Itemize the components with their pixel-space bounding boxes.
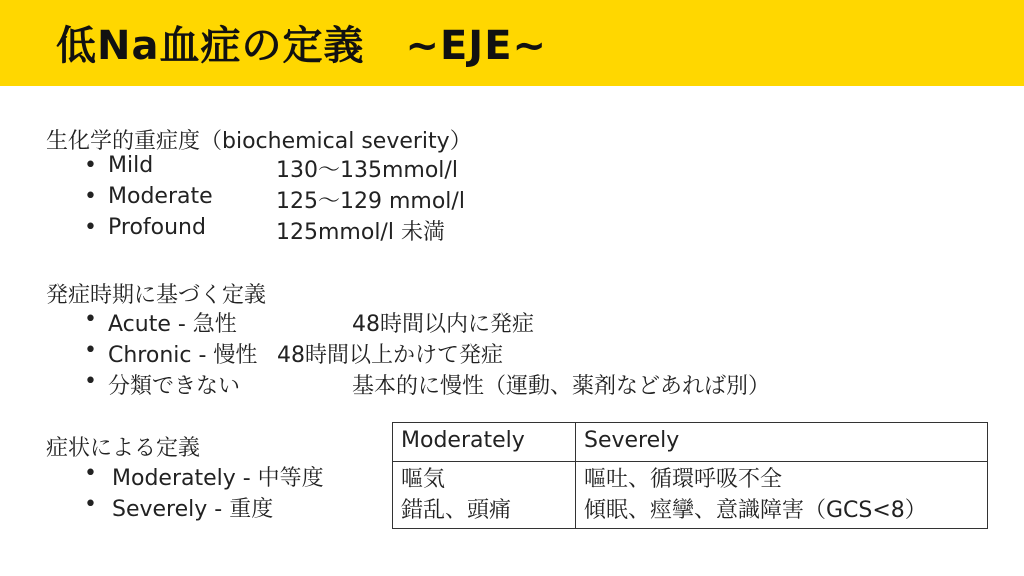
list-item	[0, 461, 390, 489]
bullet: •	[84, 184, 97, 209]
bullet: •	[84, 369, 97, 394]
severity-label: Moderate	[108, 184, 213, 209]
list-item	[0, 184, 1024, 212]
list-item	[0, 338, 1024, 366]
bullet: •	[84, 492, 97, 517]
list-item	[0, 215, 1024, 243]
list-item	[0, 369, 1024, 397]
bullet: •	[84, 215, 97, 240]
moderately-cell	[393, 462, 576, 529]
title-bar	[0, 0, 1024, 86]
onset-label: Acute - 急性	[108, 312, 237, 337]
table-row	[393, 462, 988, 529]
symptom-label: Severely - 重度	[112, 497, 274, 522]
severely-cell	[576, 462, 988, 529]
onset-value: 48時間以上かけて発症	[277, 343, 503, 368]
severity-value: 130〜135mmol/l	[276, 158, 458, 183]
symptom-line: 錯乱、頭痛	[401, 498, 512, 523]
onset-label: 分類できない	[108, 374, 241, 399]
onset-label: Chronic - 慢性	[108, 343, 258, 368]
list-item	[0, 492, 390, 520]
symptom-line: 嘔気	[401, 467, 446, 492]
list-item	[0, 153, 1024, 181]
bullet: •	[84, 307, 97, 332]
symptom-label: Moderately - 中等度	[112, 466, 324, 491]
column-header-moderately: Moderately	[393, 423, 576, 462]
severity-value: 125mmol/l 未満	[276, 220, 445, 245]
column-header-severely: Severely	[576, 423, 988, 462]
symptom-table	[392, 422, 988, 529]
list-item	[0, 307, 1024, 335]
bullet: •	[84, 461, 97, 486]
symptoms-heading: 症状による定義	[46, 436, 201, 461]
onset-value: 48時間以内に発症	[352, 312, 534, 337]
bullet: •	[84, 338, 97, 363]
bullet: •	[84, 153, 97, 178]
symptom-line: 嘔吐、循環呼吸不全	[584, 467, 783, 492]
biochemical-heading: 生化学的重症度（biochemical severity）	[46, 129, 472, 154]
symptom-line: 傾眠、痙攣、意識障害（GCS<8）	[584, 498, 927, 523]
severity-label: Mild	[108, 153, 154, 178]
slide-title: 低Na血症の定義 ~EJE~	[56, 23, 548, 69]
severity-label: Profound	[108, 215, 206, 240]
severity-value: 125〜129 mmol/l	[276, 189, 465, 214]
onset-heading: 発症時期に基づく定義	[46, 283, 267, 308]
table-header-row	[393, 423, 988, 462]
onset-value: 基本的に慢性（運動、薬剤などあれば別）	[352, 374, 771, 399]
